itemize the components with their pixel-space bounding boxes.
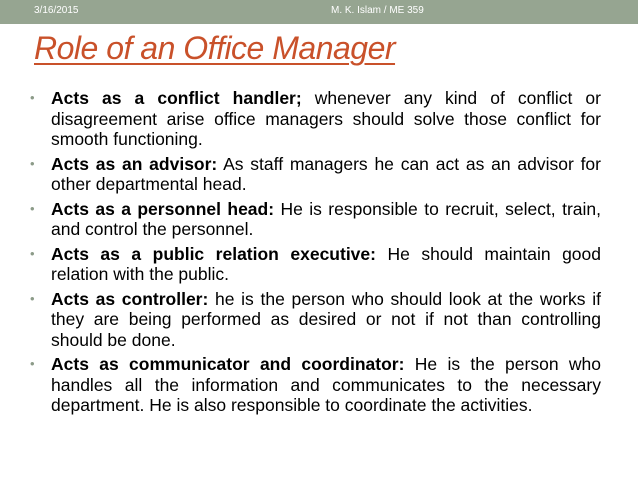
- bullet-term: Acts as an advisor:: [51, 153, 218, 174]
- bullet-item: [30, 289, 601, 351]
- bullet-item: [30, 199, 601, 240]
- bullet-text: whenever any kind of conflict or disagreement arise office managers should solve those conflict for smooth functioning.: [51, 88, 601, 149]
- bullet-text: He is responsible to recruit, select, train, and control the personnel.: [51, 198, 601, 239]
- bullet-dot-icon: •: [30, 155, 35, 171]
- bullet-text: he is the person who should look at the works if they are being performed as desired or not if not than controlling should be done.: [51, 288, 601, 350]
- bullet-item: [30, 354, 601, 416]
- bullet-dot-icon: •: [30, 290, 35, 306]
- bullet-item: [30, 244, 601, 285]
- bullet-item: [30, 88, 601, 150]
- slide-title: Role of an Office Manager: [34, 30, 396, 66]
- bullet-dot-icon: •: [30, 356, 35, 371]
- bullet-dot-icon: •: [30, 200, 35, 216]
- bullet-term: Acts as a conflict handler;: [51, 88, 302, 108]
- bullet-text: He should maintain good relation with the public.: [51, 243, 602, 284]
- bullet-text: He is the person who handles all the information and communicates to the necessary department. He is also responsible to coordinate the activities.: [51, 354, 601, 415]
- bullet-term: Acts as a personnel head:: [51, 198, 275, 219]
- bullet-term: Acts as controller:: [51, 288, 209, 309]
- header-bar: [0, 0, 638, 24]
- bullet-item: [30, 154, 601, 195]
- bullet-term: Acts as a public relation executive:: [51, 243, 376, 264]
- slide-date: 3/16/2015: [34, 5, 79, 16]
- bullet-dot-icon: •: [30, 90, 35, 105]
- bullet-term: Acts as communicator and coordinator:: [51, 354, 405, 374]
- bullet-text: As staff managers he can act as an advisor for other departmental head.: [51, 153, 601, 194]
- slide-footer-text: M. K. Islam / ME 359: [331, 5, 424, 16]
- bullet-list: [30, 88, 601, 420]
- bullet-dot-icon: •: [30, 245, 35, 261]
